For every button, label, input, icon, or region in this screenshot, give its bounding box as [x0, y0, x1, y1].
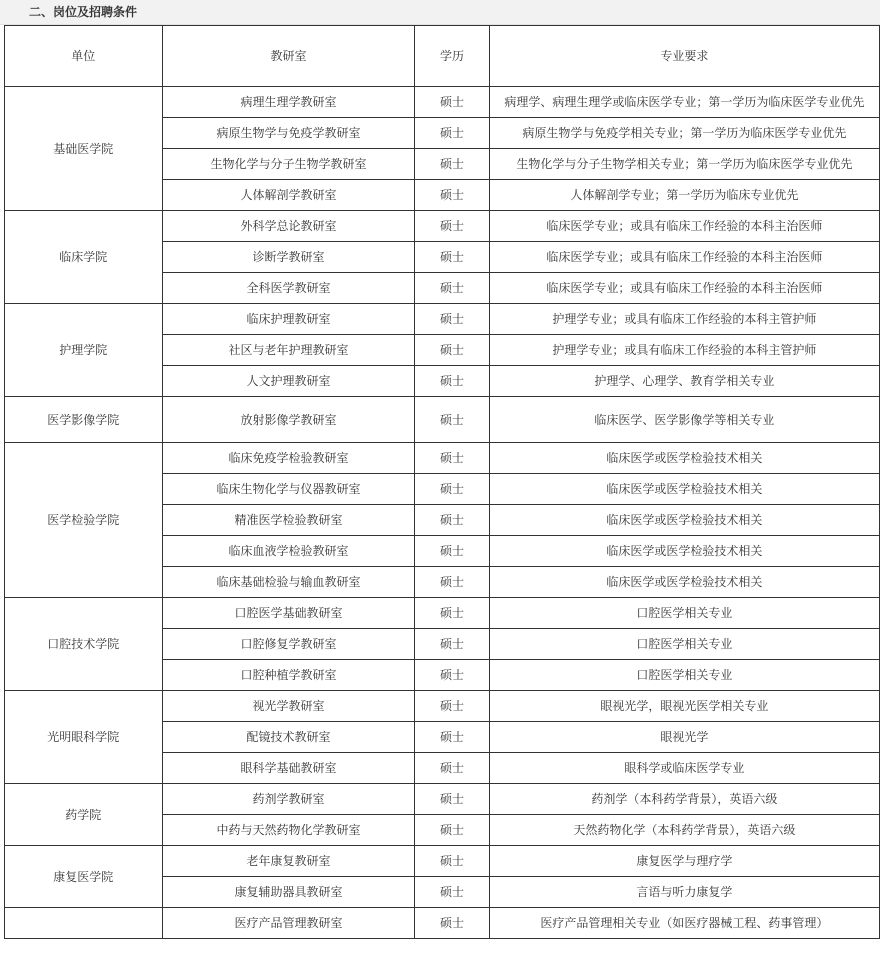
table-row	[5, 87, 880, 118]
education-cell: 硕士	[415, 118, 489, 149]
department-cell: 临床基础检验与输血教研室	[162, 567, 415, 598]
requirements-cell: 口腔医学相关专业	[489, 660, 879, 691]
education-cell: 硕士	[415, 598, 489, 629]
unit-cell: 药学院	[5, 784, 163, 846]
department-cell: 老年康复教研室	[162, 846, 415, 877]
unit-cell: 临床学院	[5, 211, 163, 304]
requirements-cell: 临床医学或医学检验技术相关	[489, 474, 879, 505]
education-cell: 硕士	[415, 722, 489, 753]
department-cell: 口腔修复学教研室	[162, 629, 415, 660]
table-row	[5, 691, 880, 722]
education-cell: 硕士	[415, 691, 489, 722]
education-cell: 硕士	[415, 908, 489, 939]
department-cell: 病理生理学教研室	[162, 87, 415, 118]
requirements-cell: 病原生物学与免疫学相关专业；第一学历为临床医学专业优先	[489, 118, 879, 149]
table-row	[5, 211, 880, 242]
header-requirements: 专业要求	[489, 26, 879, 87]
education-cell: 硕士	[415, 366, 489, 397]
unit-cell: 口腔技术学院	[5, 598, 163, 691]
table-row	[5, 598, 880, 629]
table-row	[5, 784, 880, 815]
department-cell: 配镜技术教研室	[162, 722, 415, 753]
requirements-cell: 医疗产品管理相关专业（如医疗器械工程、药事管理）	[489, 908, 879, 939]
requirements-cell: 口腔医学相关专业	[489, 629, 879, 660]
education-cell: 硕士	[415, 846, 489, 877]
requirements-cell: 临床医学或医学检验技术相关	[489, 536, 879, 567]
education-cell: 硕士	[415, 273, 489, 304]
education-cell: 硕士	[415, 474, 489, 505]
table-row	[5, 397, 880, 443]
department-cell: 口腔医学基础教研室	[162, 598, 415, 629]
requirements-cell: 临床医学专业；或具有临床工作经验的本科主治医师	[489, 273, 879, 304]
department-cell: 康复辅助器具教研室	[162, 877, 415, 908]
department-cell: 诊断学教研室	[162, 242, 415, 273]
education-cell: 硕士	[415, 443, 489, 474]
department-cell: 医疗产品管理教研室	[162, 908, 415, 939]
requirements-cell: 临床医学或医学检验技术相关	[489, 505, 879, 536]
education-cell: 硕士	[415, 211, 489, 242]
education-cell: 硕士	[415, 753, 489, 784]
education-cell: 硕士	[415, 180, 489, 211]
requirements-cell: 病理学、病理生理学或临床医学专业；第一学历为临床医学专业优先	[489, 87, 879, 118]
section-header	[0, 0, 880, 25]
department-cell: 外科学总论教研室	[162, 211, 415, 242]
unit-cell: 康复医学院	[5, 846, 163, 908]
table-row	[5, 443, 880, 474]
unit-cell: 光明眼科学院	[5, 691, 163, 784]
requirements-cell: 药剂学（本科药学背景），英语六级	[489, 784, 879, 815]
requirements-cell: 口腔医学相关专业	[489, 598, 879, 629]
table-body	[5, 87, 880, 939]
department-cell: 口腔种植学教研室	[162, 660, 415, 691]
education-cell: 硕士	[415, 304, 489, 335]
education-cell: 硕士	[415, 149, 489, 180]
department-cell: 全科医学教研室	[162, 273, 415, 304]
department-cell: 人体解剖学教研室	[162, 180, 415, 211]
requirements-cell: 眼科学或临床医学专业	[489, 753, 879, 784]
requirements-cell: 天然药物化学（本科药学背景），英语六级	[489, 815, 879, 846]
department-cell: 临床生物化学与仪器教研室	[162, 474, 415, 505]
table-header-row	[5, 26, 880, 87]
unit-cell: 基础医学院	[5, 87, 163, 211]
education-cell: 硕士	[415, 877, 489, 908]
department-cell: 社区与老年护理教研室	[162, 335, 415, 366]
education-cell: 硕士	[415, 242, 489, 273]
header-unit: 单位	[5, 26, 163, 87]
requirements-cell: 临床医学专业；或具有临床工作经验的本科主治医师	[489, 242, 879, 273]
requirements-cell: 眼视光学，眼视光医学相关专业	[489, 691, 879, 722]
department-cell: 临床护理教研室	[162, 304, 415, 335]
requirements-cell: 护理学、心理学、教育学相关专业	[489, 366, 879, 397]
education-cell: 硕士	[415, 536, 489, 567]
requirements-cell: 临床医学或医学检验技术相关	[489, 567, 879, 598]
requirements-cell: 康复医学与理疗学	[489, 846, 879, 877]
requirements-cell: 临床医学或医学检验技术相关	[489, 443, 879, 474]
education-cell: 硕士	[415, 815, 489, 846]
table-row	[5, 908, 880, 939]
unit-cell: 护理学院	[5, 304, 163, 397]
table-row	[5, 846, 880, 877]
requirements-cell: 人体解剖学专业；第一学历为临床专业优先	[489, 180, 879, 211]
education-cell: 硕士	[415, 567, 489, 598]
department-cell: 药剂学教研室	[162, 784, 415, 815]
department-cell: 人文护理教研室	[162, 366, 415, 397]
requirements-cell: 眼视光学	[489, 722, 879, 753]
education-cell: 硕士	[415, 784, 489, 815]
department-cell: 精准医学检验教研室	[162, 505, 415, 536]
education-cell: 硕士	[415, 629, 489, 660]
unit-cell: 医学影像学院	[5, 397, 163, 443]
requirements-cell: 生物化学与分子生物学相关专业；第一学历为临床医学专业优先	[489, 149, 879, 180]
requirements-cell: 言语与听力康复学	[489, 877, 879, 908]
header-department: 教研室	[162, 26, 415, 87]
section-title: 二、岗位及招聘条件	[29, 5, 138, 19]
education-cell: 硕士	[415, 505, 489, 536]
department-cell: 视光学教研室	[162, 691, 415, 722]
requirements-cell: 护理学专业；或具有临床工作经验的本科主管护师	[489, 335, 879, 366]
department-cell: 放射影像学教研室	[162, 397, 415, 443]
header-education: 学历	[415, 26, 489, 87]
department-cell: 生物化学与分子生物学教研室	[162, 149, 415, 180]
unit-cell	[5, 908, 163, 939]
education-cell: 硕士	[415, 87, 489, 118]
education-cell: 硕士	[415, 335, 489, 366]
requirements-cell: 护理学专业；或具有临床工作经验的本科主管护师	[489, 304, 879, 335]
department-cell: 中药与天然药物化学教研室	[162, 815, 415, 846]
department-cell: 眼科学基础教研室	[162, 753, 415, 784]
requirements-cell: 临床医学、医学影像学等相关专业	[489, 397, 879, 443]
unit-cell: 医学检验学院	[5, 443, 163, 598]
table-row	[5, 304, 880, 335]
recruitment-table	[4, 25, 880, 939]
department-cell: 临床免疫学检验教研室	[162, 443, 415, 474]
education-cell: 硕士	[415, 397, 489, 443]
requirements-cell: 临床医学专业；或具有临床工作经验的本科主治医师	[489, 211, 879, 242]
education-cell: 硕士	[415, 660, 489, 691]
department-cell: 临床血液学检验教研室	[162, 536, 415, 567]
department-cell: 病原生物学与免疫学教研室	[162, 118, 415, 149]
